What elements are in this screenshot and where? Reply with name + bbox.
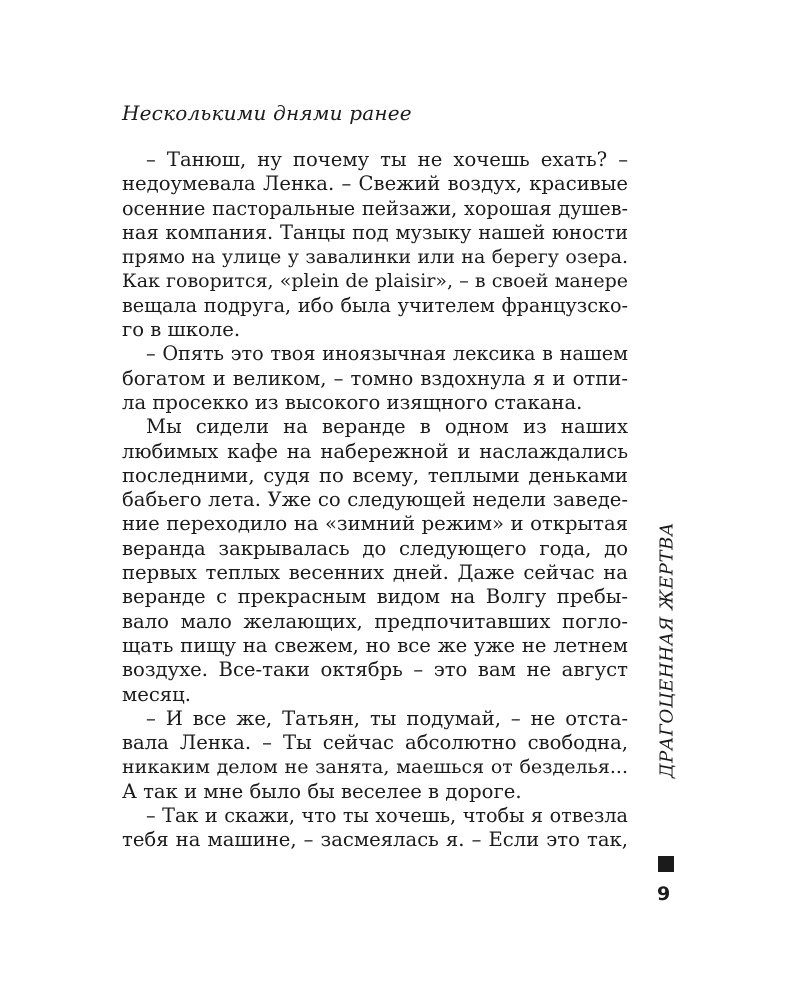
text-line: щать пищу на свежем, но все же уже не летнем <box>122 633 628 657</box>
text-line: бабьего лета. Уже со следующей недели заведе- <box>122 488 628 512</box>
text-line: прямо на улице у завалинки или на берегу озера. <box>122 246 628 269</box>
text-line: вала Ленка. – Ты сейчас абсолютно свободна, <box>122 731 628 755</box>
text-line: месяц. <box>122 682 191 706</box>
text-line: го в школе. <box>122 318 241 342</box>
text-line: веранда закрывалась до следующего года, до <box>122 536 628 560</box>
text-line: – И все же, Татьян, ты подумай, – не отста- <box>146 706 628 730</box>
text-line: последними, судя по всему, теплыми деньками <box>122 463 628 487</box>
text-line: недоумевала Ленка. – Свежий воздух, красивые <box>122 172 628 196</box>
text-line: богатом и великом, – томно вздохнула я и отпи- <box>122 366 628 390</box>
text-line: осенние пасторальные пейзажи, хорошая душев- <box>122 196 628 220</box>
text-line: – Опять это твоя иноязычная лексика в нашем <box>146 342 628 366</box>
text-line: Как говорится, «plein de plaisir», – в своей манере <box>122 270 628 293</box>
text-line: любимых кафе на набережной и наслаждались <box>122 439 628 463</box>
text-line: – Танюш, ну почему ты не хочешь ехать? – <box>146 148 628 171</box>
body-text <box>122 148 628 853</box>
square-marker-icon <box>658 856 674 872</box>
text-line: воздухе. Все-таки октябрь – это вам не август <box>122 658 628 682</box>
text-line: ная компания. Танцы под музыку нашей юности <box>122 220 628 244</box>
text-line: А так и мне было бы веселее в дороге. <box>122 779 522 803</box>
text-line: ние переходило на «зимний режим» и открытая <box>122 512 628 536</box>
running-head: ДРАГОЦЕННАЯ ЖЕРТВА <box>656 521 678 779</box>
section-subtitle: Несколькими днями ранее <box>122 101 412 125</box>
text-line: вещала подруга, ибо была учителем французско- <box>122 293 628 317</box>
text-line: первых теплых весенних дней. Даже сейчас на <box>122 561 628 585</box>
text-line: Мы сидели на веранде в одном из наших <box>146 415 628 439</box>
text-line: вало мало желающих, предпочитавших погло- <box>122 609 628 633</box>
text-line: никаким делом не занята, маешься от безделья... <box>122 756 628 779</box>
text-line: – Так и скажи, что ты хочешь, чтобы я отвезла <box>146 804 628 828</box>
page-number: 9 <box>657 883 671 905</box>
text-line: веранде с прекрасным видом на Волгу пребы- <box>122 585 628 609</box>
text-line: ла просекко из высокого изящного стакана. <box>122 390 583 414</box>
text-line: тебя на машине, – засмеялась я. – Если это так, <box>122 828 628 852</box>
